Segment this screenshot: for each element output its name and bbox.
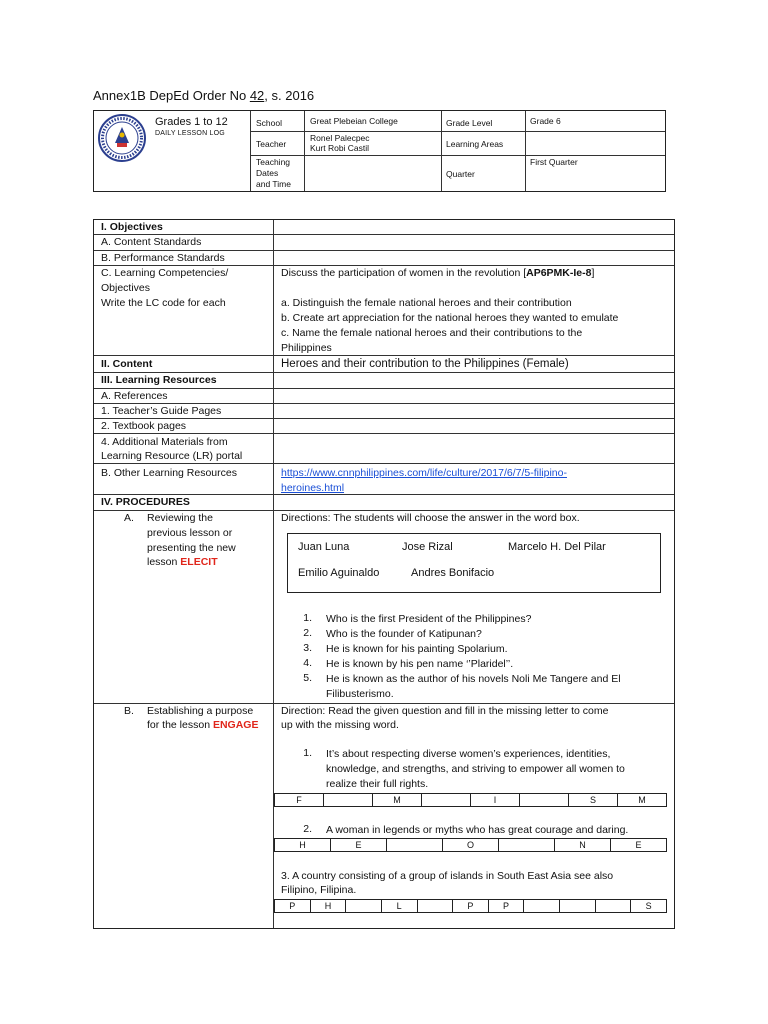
letter-cell	[346, 900, 382, 913]
additional-materials-label-1: 4. Additional Materials from	[101, 436, 228, 448]
document-title	[93, 88, 314, 103]
row-divider	[94, 388, 674, 389]
question-number: 2.	[303, 823, 312, 835]
competencies-label-3: Write the LC code for each	[101, 297, 226, 309]
question-number: 2.	[303, 627, 312, 639]
header-divider	[250, 111, 251, 191]
question-text-continued: Filibusterismo.	[326, 688, 394, 700]
proc-b-line-1: Establishing a purpose	[147, 705, 254, 717]
letter-grid-row	[275, 794, 667, 807]
other-resources-label: B. Other Learning Resources	[101, 467, 237, 479]
row-divider	[94, 355, 674, 356]
content-standards-label: A. Content Standards	[101, 236, 202, 248]
teacher-value-2: Kurt Robi Castil	[310, 143, 370, 153]
letter-cell	[422, 794, 471, 807]
objective-a: a. Distinguish the female national heroes and their contribution	[281, 297, 572, 309]
letter-cell	[387, 839, 443, 852]
deped-seal-icon	[97, 113, 147, 163]
engage-tag: ENGAGE	[212, 719, 259, 731]
grade-level-value: Grade 6	[530, 116, 561, 126]
question-text: realize their full rights.	[326, 778, 429, 790]
letter-grid-row	[275, 900, 667, 913]
proc-a-line-3: presenting the new	[147, 542, 236, 554]
daily-lesson-log-label: DAILY LESSON LOG	[155, 130, 225, 137]
header-divider	[250, 131, 665, 132]
question-text: 3. A country consisting of a group of islands in South East Asia see also	[281, 870, 614, 882]
content-heading: II. Content	[101, 358, 153, 370]
competencies-label-1: C. Learning Competencies/	[101, 267, 229, 279]
letter-grid-3	[274, 899, 667, 913]
title-suffix: , s. 2016	[264, 88, 315, 103]
letter-cell: P	[275, 900, 311, 913]
competency-code: AP6PMK-Ie-8	[526, 267, 592, 279]
objectives-heading: I. Objectives	[101, 221, 163, 233]
question-number: 4.	[303, 657, 312, 669]
letter-cell: I	[471, 794, 520, 807]
letter-cell: E	[611, 839, 667, 852]
letter-cell: H	[310, 900, 346, 913]
question-text: He is known by his pen name ‘’Plaridel’’.	[326, 658, 514, 670]
proc-a-line-2: previous lesson or	[147, 527, 233, 539]
question-text: A woman in legends or myths who has great courage and daring.	[326, 824, 629, 836]
objective-c-line-1: c. Name the female national heroes and their contributions to the	[281, 327, 583, 339]
objective-b: b. Create art appreciation for the national heroes they wanted to emulate	[281, 312, 619, 324]
title-prefix: Annex1B DepEd Order No	[93, 88, 250, 103]
procedures-heading: IV. PROCEDURES	[101, 496, 190, 508]
header-divider	[441, 111, 442, 191]
learning-areas-label: Learning Areas	[446, 139, 504, 149]
letter-cell: F	[275, 794, 324, 807]
grades-label: Grades 1 to 12	[155, 116, 228, 128]
column-divider	[273, 220, 274, 928]
question-text: Filipino, Filipina.	[281, 884, 357, 896]
question-number: 3.	[303, 642, 312, 654]
quarter-value: First Quarter	[530, 157, 578, 167]
letter-grid-row	[275, 839, 667, 852]
word-box-item: Jose Rizal	[402, 541, 453, 553]
resources-heading: III. Learning Resources	[101, 374, 217, 386]
letter-cell: P	[453, 900, 489, 913]
objective-c-line-2: Philippines	[281, 342, 332, 354]
letter-cell	[499, 839, 555, 852]
teacher-label: Teacher	[256, 139, 287, 149]
letter-cell	[595, 900, 631, 913]
references-label: A. References	[101, 390, 168, 402]
school-value: Great Plebeian College	[310, 116, 398, 126]
letter-cell: M	[618, 794, 667, 807]
letter-cell: S	[569, 794, 618, 807]
resource-link-line-1[interactable]: https://www.cnnphilippines.com/life/culture/2017/6/7/5-filipino-	[281, 467, 567, 479]
letter-cell: N	[555, 839, 611, 852]
proc-a-line-4: lesson ELECIT	[147, 556, 218, 568]
resource-link-line-2[interactable]: heroines.html	[281, 482, 345, 494]
word-box-item: Juan Luna	[298, 541, 350, 553]
letter-cell: O	[443, 839, 499, 852]
content-value: Heroes and their contribution to the Philippines (Female)	[281, 358, 569, 370]
letter-cell: H	[275, 839, 331, 852]
question-number: 5.	[303, 672, 312, 684]
competency-text: Discuss the participation of women in the revolution [AP6PMK-Ie-8]	[281, 267, 595, 279]
question-text: He is known as the author of his novels Noli Me Tangere and El	[326, 673, 621, 685]
proc-a-letter: A.	[124, 512, 134, 524]
letter-cell: P	[488, 900, 524, 913]
letter-cell	[560, 900, 596, 913]
header-divider	[250, 155, 665, 156]
letter-cell: M	[373, 794, 422, 807]
title-order-number: 42	[249, 88, 265, 103]
letter-cell	[520, 794, 569, 807]
letter-cell	[324, 794, 373, 807]
elecit-tag: ELECIT	[180, 556, 218, 568]
quarter-label: Quarter	[446, 169, 475, 179]
letter-cell	[417, 900, 453, 913]
header-divider	[525, 111, 526, 191]
header-divider	[304, 111, 305, 191]
proc-b-line-2: for the lesson ENGAGE	[147, 719, 259, 731]
competencies-label-2: Objectives	[101, 282, 151, 294]
dates-label-2: Dates	[256, 168, 279, 178]
letter-cell: S	[631, 900, 667, 913]
question-text: Who is the first President of the Philippines?	[326, 613, 532, 625]
proc-b-direction-1: Direction: Read the given question and fill in the missing letter to come	[281, 705, 609, 717]
proc-a-directions: Directions: The students will choose the answer in the word box.	[281, 512, 580, 524]
word-box-item: Marcelo H. Del Pilar	[508, 541, 606, 553]
proc-b-letter: B.	[124, 705, 134, 717]
teachers-guide-label: 1. Teacher’s Guide Pages	[101, 405, 222, 417]
word-box-item: Andres Bonifacio	[411, 567, 495, 579]
question-text: He is known for his painting Spolarium.	[326, 643, 508, 655]
dates-label-1: Teaching	[256, 157, 291, 167]
school-label: School	[256, 118, 282, 128]
question-number: 1.	[303, 747, 312, 759]
letter-cell: L	[381, 900, 417, 913]
letter-cell: E	[331, 839, 387, 852]
letter-grid-1	[274, 793, 667, 807]
question-text: It’s about respecting diverse women’s experiences, identities,	[326, 748, 611, 760]
teacher-value-1: Ronel Palecpec	[310, 133, 370, 143]
word-box-item: Emilio Aguinaldo	[298, 567, 380, 579]
proc-b-direction-2: up with the missing word.	[281, 719, 399, 731]
question-text: knowledge, and strengths, and striving to empower all women to	[326, 763, 625, 775]
dates-label-3: and Time	[256, 179, 291, 189]
proc-a-line-1: Reviewing the	[147, 512, 213, 524]
grade-level-label: Grade Level	[446, 118, 493, 128]
letter-grid-2	[274, 838, 667, 852]
performance-standards-label: B. Performance Standards	[101, 252, 225, 264]
letter-cell	[524, 900, 560, 913]
textbook-label: 2. Textbook pages	[101, 420, 187, 432]
question-number: 1.	[303, 612, 312, 624]
additional-materials-label-2: Learning Resource (LR) portal	[101, 450, 243, 462]
question-text: Who is the founder of Katipunan?	[326, 628, 482, 640]
